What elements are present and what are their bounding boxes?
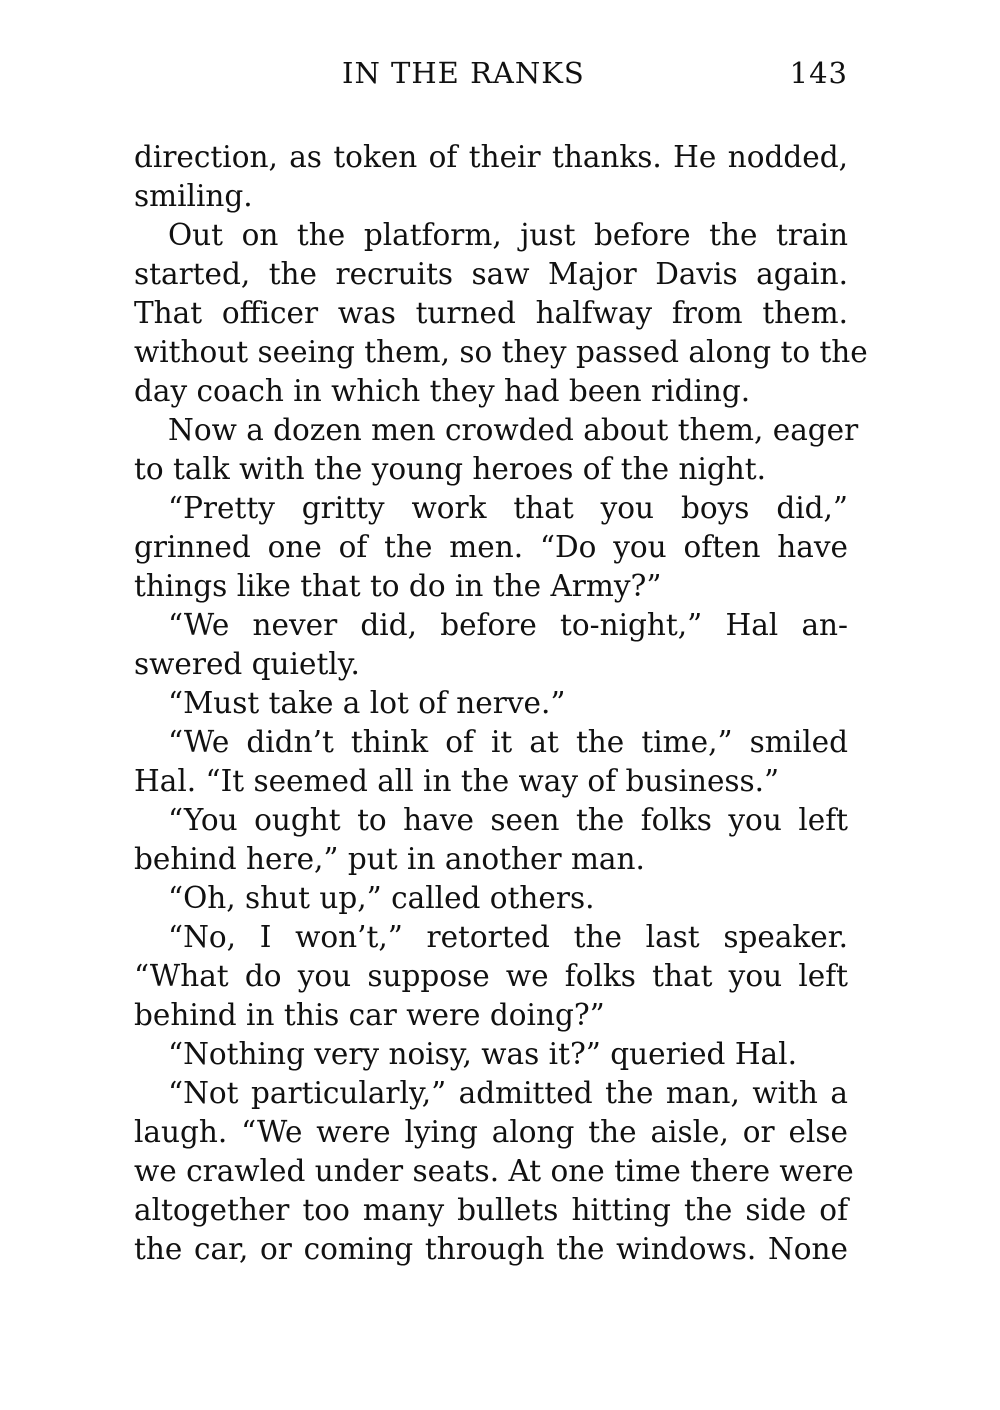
text-line: smiling. (134, 179, 253, 213)
body-text (134, 138, 868, 1269)
page-number: 143 (789, 56, 848, 90)
text-line: “We never did, before to-night,” Hal an- (168, 608, 848, 642)
text-line: the car, or coming through the windows. None (134, 1232, 848, 1266)
text-line: swered quietly. (134, 647, 360, 681)
text-line: things like that to do in the Army?” (134, 569, 662, 603)
text-line: That officer was turned halfway from them. (134, 296, 848, 330)
text-line: day coach in which they had been riding. (134, 374, 751, 408)
text-line: “Must take a lot of nerve.” (168, 686, 566, 720)
text-line: we crawled under seats. At one time there were (134, 1154, 854, 1188)
text-line: “Oh, shut up,” called others. (168, 881, 595, 915)
text-line: “What do you suppose we folks that you left (134, 959, 848, 993)
text-line: direction, as token of their thanks. He nodded, (134, 140, 848, 174)
text-line: laugh. “We were lying along the aisle, or else (134, 1115, 848, 1149)
text-line: Now a dozen men crowded about them, eager (168, 413, 859, 447)
text-line: Out on the platform, just before the train (168, 218, 848, 252)
page-header (134, 56, 848, 96)
text-line: Hal. “It seemed all in the way of business.” (134, 764, 780, 798)
text-line: without seeing them, so they passed along to the (134, 335, 868, 369)
text-line: “Nothing very noisy, was it?” queried Hal. (168, 1037, 797, 1071)
text-line: “Not particularly,” admitted the man, with a (168, 1076, 848, 1110)
text-line: “No, I won’t,” retorted the last speaker. (168, 920, 848, 954)
text-line: “We didn’t think of it at the time,” smiled (168, 725, 848, 759)
text-line: “You ought to have seen the folks you left (168, 803, 848, 837)
text-line: altogether too many bullets hitting the side of (134, 1193, 848, 1227)
text-line: “Pretty gritty work that you boys did,” (168, 491, 848, 525)
text-line: to talk with the young heroes of the night. (134, 452, 767, 486)
text-line: grinned one of the men. “Do you often have (134, 530, 848, 564)
running-title: IN THE RANKS (342, 56, 585, 90)
text-line: behind in this car were doing?” (134, 998, 605, 1032)
text-line: started, the recruits saw Major Davis again. (134, 257, 848, 291)
text-line: behind here,” put in another man. (134, 842, 645, 876)
